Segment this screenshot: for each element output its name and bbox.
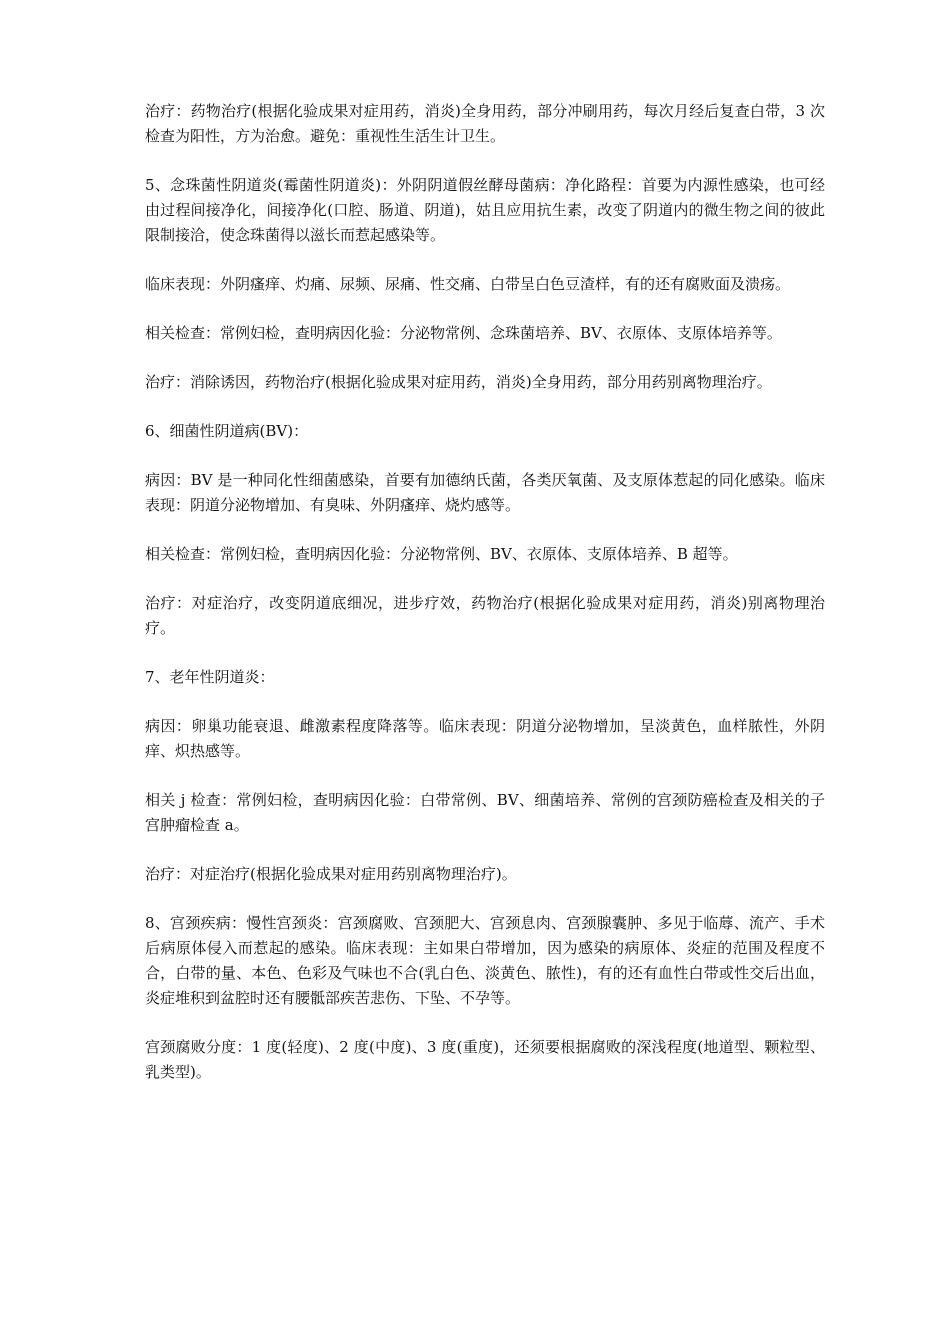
paragraph-bv-cause: 病因：BV 是一种同化性细菌感染，首要有加德纳氏菌，各类厌氧菌、及支原体惹起的同化感染。临床表现：阴道分泌物增加、有臭味、外阴瘙痒、烧灼感等。 [145, 471, 825, 514]
heading-senile-vaginitis: 7、老年性阴道炎： [145, 668, 275, 686]
heading-bacterial-vaginosis: 6、细菌性阴道病(BV)： [145, 422, 309, 440]
paragraph-senile-exams: 相关 j 检查：常例妇检，查明病因化验：白带常例、BV、细菌培养、常例的宫颈防癌检查及相关的子宫肿瘤检查 a。 [145, 791, 825, 834]
document-page [145, 99, 825, 1109]
paragraph-treatment-trichomonas: 治疗：药物治疗(根据化验成果对症用药，消炎)全身用药，部分冲刷用药，每次月经后复查白带，3 次检查为阳性，方为治愈。避免：重视性生活生计卫生。 [145, 102, 825, 145]
paragraph-cervical-erosion-grades: 宫颈腐败分度：1 度(轻度)、2 度(中度)、3 度(重度)，还须要根据腐败的深浅程度(地道型、颗粒型、乳类型)。 [145, 1038, 825, 1081]
paragraph-cervical-disease: 8、宫颈疾病：慢性宫颈炎：宫颈腐败、宫颈肥大、宫颈息肉、宫颈腺囊肿、多见于临蓐、流产、手术后病原体侵入而惹起的感染。临床表现：主如果白带增加，因为感染的病原体、炎症的范围及程度不合，白带的量、本色、色彩及气味也不合(乳白色、淡黄色、脓性)，有的还有血性白带或性交后出血，炎症堆积到盆腔时还有腰骶部疾苦悲伤、下坠、不孕等。 [145, 914, 825, 1007]
paragraph-candida-exams: 相关检查：常例妇检，查明病因化验：分泌物常例、念珠菌培养、BV、衣原体、支原体培养等。 [145, 324, 782, 342]
paragraph-candida-vaginitis: 5、念珠菌性阴道炎(霉菌性阴道炎)：外阴阴道假丝酵母菌病：净化路程：首要为内源性感染，也可经由过程间接净化，间接净化(口腔、肠道、阴道)，姑且应用抗生素，改变了阴道内的微生物之间的彼此限制接洽，使念珠菌得以滋长而惹起感染等。 [145, 176, 825, 244]
paragraph-bv-exams: 相关检查：常例妇检，查明病因化验：分泌物常例、BV、衣原体、支原体培养、B 超等。 [145, 545, 738, 563]
paragraph-candida-symptoms: 临床表现：外阴瘙痒、灼痛、尿频、尿痛、性交痛、白带呈白色豆渣样，有的还有腐败面及溃疡。 [145, 275, 791, 293]
paragraph-candida-treatment: 治疗：消除诱因，药物治疗(根据化验成果对症用药，消炎)全身用药，部分用药别离物理治疗。 [145, 373, 772, 391]
paragraph-bv-treatment: 治疗：对症治疗，改变阴道底细况，进步疗效，药物治疗(根据化验成果对症用药，消炎)别离物理治疗。 [145, 594, 825, 637]
paragraph-senile-cause: 病因：卵巢功能衰退、雌激素程度降落等。临床表现：阴道分泌物增加，呈淡黄色，血样脓性，外阴痒、炽热感等。 [145, 717, 825, 760]
paragraph-senile-treatment: 治疗：对症治疗(根据化验成果对症用药别离物理治疗)。 [145, 865, 517, 883]
